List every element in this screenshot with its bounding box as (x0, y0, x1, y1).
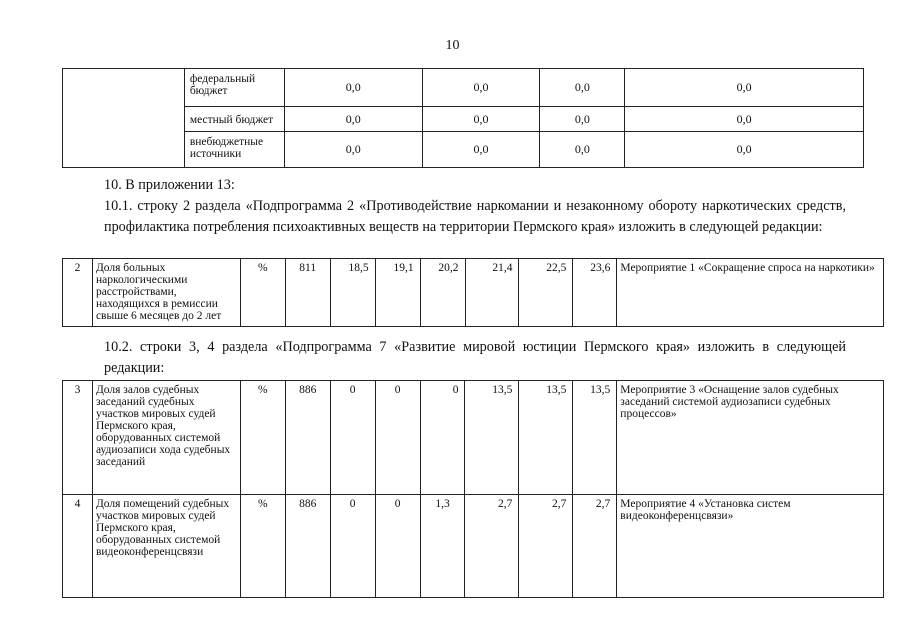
funding-value: 0,0 (625, 107, 864, 132)
value: 13,5 (519, 381, 573, 495)
paragraph-10-2: 10.2. строки 3, 4 раздела «Подпрограмма 7 «Развитие мировой юстиции Пермского края» изложить в следующей редакции: (104, 339, 846, 376)
unit: % (240, 259, 285, 327)
funding-value: 0,0 (540, 69, 625, 107)
indicator-name: Доля больных наркологическими расстройствами, находящихся в ремиссии свыше 6 месяцев до 2 лет (92, 259, 240, 327)
unit: % (240, 495, 285, 598)
value: 13,5 (573, 381, 617, 495)
value: 18,5 (330, 259, 375, 327)
value: 20,2 (420, 259, 465, 327)
funding-value: 0,0 (284, 107, 422, 132)
row-number: 4 (63, 495, 93, 598)
funding-value: 0,0 (422, 107, 540, 132)
value: 0 (375, 381, 420, 495)
funding-source-label: федеральный бюджет (184, 69, 284, 107)
indicator-name: Доля залов судебных заседаний судебных участков мировых судей Пермского края, оборудованных системой аудиозаписи хода судебных заседаний (92, 381, 240, 495)
code: 886 (285, 495, 330, 598)
value: 22,5 (519, 259, 573, 327)
section-10-2-text (62, 337, 846, 379)
page-number: 10 (445, 38, 460, 53)
value: 2,7 (519, 495, 573, 598)
value: 2,7 (465, 495, 519, 598)
table-row (63, 381, 884, 495)
measure: Мероприятие 1 «Сокращение спроса на наркотики» (617, 259, 884, 327)
measure: Мероприятие 3 «Оснащение залов судебных заседаний системой аудиозаписи судебных процессов» (617, 381, 884, 495)
value: 0 (420, 381, 465, 495)
empty-cell (63, 69, 185, 168)
value: 2,7 (573, 495, 617, 598)
value: 0 (375, 495, 420, 598)
indicator-table-subprogram-7 (62, 380, 884, 598)
funding-table (62, 68, 864, 168)
paragraph-10-1: 10.1. строку 2 раздела «Подпрограмма 2 «Противодействие наркомании и незаконному обороту наркотических средств, профилактика потребления психоактивных веществ на территории Пермского края» изложить в следующей редакции: (104, 198, 846, 235)
funding-value: 0,0 (625, 132, 864, 168)
funding-value: 0,0 (284, 69, 422, 107)
indicator-name: Доля помещений судебных участков мировых судей Пермского края, оборудованных системой видеоконференцсвязи (92, 495, 240, 598)
funding-value: 0,0 (540, 132, 625, 168)
value: 0 (330, 381, 375, 495)
value: 23,6 (573, 259, 617, 327)
table-row (63, 69, 864, 107)
funding-value: 0,0 (540, 107, 625, 132)
funding-value: 0,0 (422, 132, 540, 168)
funding-value: 0,0 (284, 132, 422, 168)
value: 1,3 (420, 495, 465, 598)
value: 19,1 (375, 259, 420, 327)
row-number: 3 (63, 381, 93, 495)
code: 886 (285, 381, 330, 495)
funding-source-label: местный бюджет (184, 107, 284, 132)
funding-value: 0,0 (422, 69, 540, 107)
indicator-table-subprogram-2 (62, 258, 884, 327)
value: 13,5 (465, 381, 519, 495)
table-row (63, 259, 884, 327)
section-heading: 10. В приложении 13: (104, 177, 235, 193)
table-row (63, 495, 884, 598)
value: 21,4 (465, 259, 519, 327)
value: 0 (330, 495, 375, 598)
measure: Мероприятие 4 «Установка систем видеоконференцсвязи» (617, 495, 884, 598)
unit: % (240, 381, 285, 495)
code: 811 (285, 259, 330, 327)
funding-value: 0,0 (625, 69, 864, 107)
row-number: 2 (63, 259, 93, 327)
funding-source-label: внебюджетные источники (184, 132, 284, 168)
section-10-text (62, 175, 846, 238)
